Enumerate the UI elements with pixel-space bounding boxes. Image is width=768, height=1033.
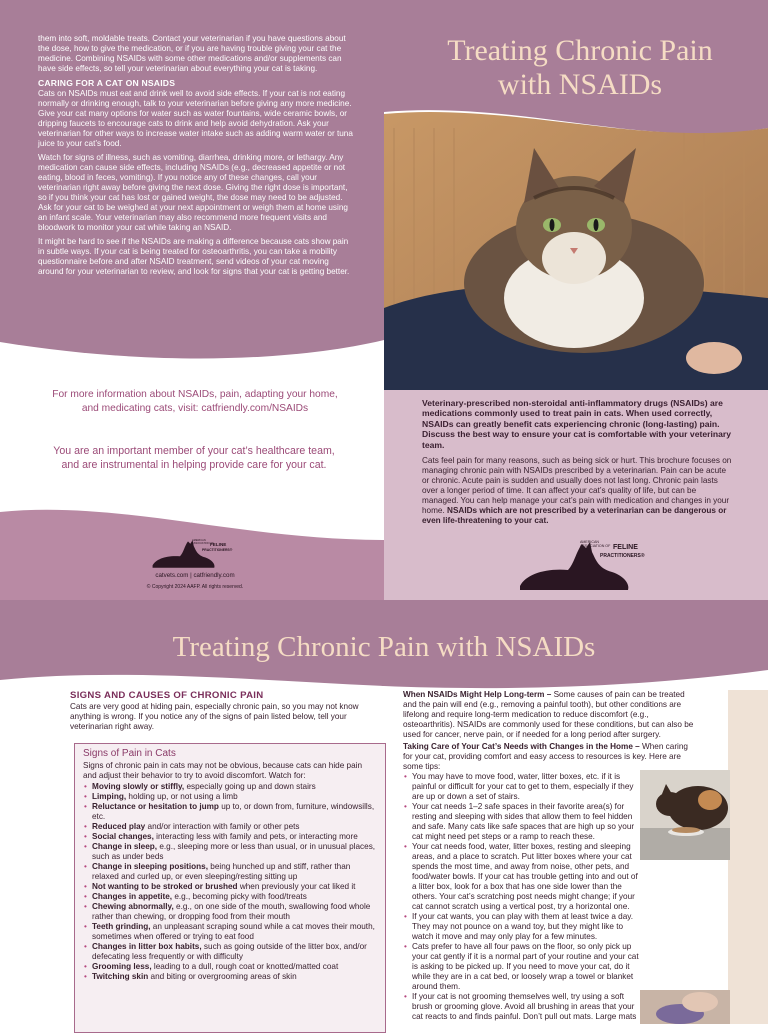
cover-body-text: Cats feel pain for many reasons, such as being sick or hurt. This brochure focuses on managing chronic pain with NSAIDs prescribed by a veterinarian. Pain can be acute or chronic. Acute pain is sudden and usually does not last long. Chronic pain lasts over a longer period of time. It can affect your cat’s quality of life, but can be managed. You can help manage your cat’s pain with medication and changes in your home. [422,456,732,516]
cover-lead: Veterinary-prescribed non-steroidal anti-inflammatory drugs (NSAIDs) are medications commonly used to treat pain in cats. When used correctly, NSAIDs can greatly benefit cats experiencing chronic (long-lasting) pain. Discuss the best way to ensure your cat is comfortable with your veterinary team. [422,398,731,450]
sign-item [83,922,377,942]
sign-item-bold: Changes in appetite, [92,892,173,901]
sign-item-text: and/or interaction with family or other pets [145,822,300,831]
signs-list [83,782,377,982]
back-logo [150,538,250,570]
top-left-text-column [38,34,356,281]
grooming-photo [640,990,730,1024]
sign-item-text: up to, or down from, furniture, windowsills, etc. [92,802,375,821]
sign-item-bold: Moving slowly or stiffly, [92,782,185,791]
sign-item-text: interacting less with family and pets, or interacting more [153,832,358,841]
tip-item: • If your cat is not grooming themselves well, try using a soft brush or grooming glove. Avoid all brushing in areas that your cat reacts to and finds painful. Don’t pull out mats. Large mats [403,992,639,1022]
sign-item-text: leading to a dull, rough coat or knotted/matted coat [151,962,339,971]
back-logo-small: AMERICAN ASSOCIATION OF [192,539,214,545]
cover-text-block [422,398,732,526]
tips-list [403,772,639,1022]
signs-intro: Cats are very good at hiding pain, especially chronic pain, so you may not know anything is wrong. If you notice any of the signs of pain listed below, tell your veterinarian right away. [70,702,359,731]
sign-item-bold: Limping, [92,792,127,801]
sign-item-text: e.g., becoming picky with food/treats [172,892,307,901]
sign-item-bold: Teeth grinding, [92,922,151,931]
copyright-text: © Copyright 2024 AAFP. All rights reserved. [146,584,244,590]
signs-box-intro: Signs of chronic pain in cats may not be obvious, because cats can hide pain and adjust their behavior to try to avoid discomfort. Watch for: [83,761,362,780]
sign-item [83,842,377,862]
long-term-heading: When NSAIDs Might Help Long-term – [403,690,552,699]
long-term-text: Some causes of pain can be treated and the pain will end (e.g., removing a painful tooth), but other conditions are lifelong and require long-term medication to reduce discomfort (e.g., osteoarthritis). NSAIDs are commonly used for these conditions, but can also be used for cancer, nerve pain, or if needed for a long period after surgery. [403,690,694,739]
home-heading: Taking Care of Your Cat’s Needs with Changes in the Home – [403,742,640,751]
sign-item [83,792,377,802]
cover-title [420,34,740,102]
sign-item-bold: Not wanting to be stroked or brushed [92,882,238,891]
websites-text: catvets.com | catfriendly.com [155,572,235,579]
signs-section [70,690,370,732]
sign-item-bold: Change in sleep, [92,842,158,851]
cover-logo-practitioners: PRACTITIONERS® [600,553,645,559]
right-column [403,690,699,773]
sign-item-bold: Changes in litter box habits, [92,942,202,951]
healthcare-team-text: You are an important member of your cat’s healthcare team, and are instrumental in helping provide care for your cat. [53,445,335,471]
sign-item-bold: Twitching skin [92,972,149,981]
more-info-text: For more information about NSAIDs, pain, adapting your home, and medicating cats, visit: catfriendly.com/NSAIDs [52,389,338,414]
cover-logo-small: AMERICAN ASSOCIATION OF [580,540,611,548]
caring-heading: CARING FOR A CAT ON NSAIDS [38,78,176,88]
home-paragraph [403,742,699,772]
sign-item-bold: Grooming less, [92,962,152,971]
caring-paragraph-2: Watch for signs of illness, such as vomiting, diarrhea, drinking more, or lethargy. Any medication can cause side effects, including NSAIDs (e.g., decreased appetite or not eating, blood in feces, vomiting). If you notice any of these changes, call your veterinarian right away before giving the next dose. Giving the right dose is important, so if you think your cat has lost or gained weight, the dose may need to be adjusted. Ask for your cat to be weighed at your next appointment or weigh them at home using an infant scale. Your veterinarian may also recommend more frequent visits and bloodwork to monitor your cat while taking an NSAID. [38,153,348,232]
cover-title-line-2: with NSAIDs [497,68,663,101]
sign-item-text: and biting or overgrooming areas of skin [148,972,297,981]
sign-item-text: an unpleasant scraping sound while a cat moves their mouth, sometimes when offered or trying to eat food [92,922,375,941]
back-logo-practitioners: PRACTITIONERS® [202,548,233,552]
cover-body-bold: NSAIDs which are not prescribed by a veterinarian can be dangerous or even life-threatening to your cat. [422,506,727,526]
intro-paragraph: them into soft, moldable treats. Contact your veterinarian if you have questions about the dose, how to give the medication, or if you are having trouble giving your cat the medicine. Combining NSAIDs with some other medications and/or supplements can have side effects, so tell your veterinarian about everything your cat is taking. [38,34,346,73]
sign-item [83,962,377,972]
cat-photo [384,108,768,390]
sign-item-text: when previously your cat liked it [237,882,356,891]
sign-item [83,822,377,832]
sign-item [83,802,377,822]
cover-title-line-1: Treating Chronic Pain [447,34,713,67]
sign-item-text: e.g., on one side of the mouth, swallowing food whole rather than chewing, or dropping food from their mouth [92,902,371,921]
cover-body [422,456,732,526]
sign-item-bold: Social changes, [92,832,154,841]
sign-item [83,782,377,792]
sign-item-text: being hunched up and stiff, rather than relaxed and curled up, or even sleeping/resting sitting up [92,862,351,881]
signs-box-heading: Signs of Pain in Cats [83,748,176,759]
cover-logo-feline: FELINE [613,544,638,551]
caring-paragraph-1: Cats on NSAIDs must eat and drink well to avoid side effects. If your cat is not eating normally or drinking enough, talk to your veterinarian before giving any more medicine. Give your cat many options for water such as water fountains, wide ceramic bowls, or dripping faucets to encourage cats to drink and help avoid dehydration. Ask your veterinarian for other ways to increase water intake such as adding warm water or tuna juice to your cat’s food. [38,89,353,148]
tip-item: • If your cat wants, you can play with them at least twice a day. They may not pounce on a wand toy, but they might like to watch it move and may only play for a few minutes. [403,912,639,942]
sign-item [83,892,377,902]
home-text: When caring for your cat, providing comfort and easy access to resources is key. Here are some tips: [403,742,688,771]
right-edge-strip [728,690,768,1024]
tip-item: • Your cat needs 1–2 safe spaces in their favorite area(s) for resting and sleeping with sides that allow them to feel hidden and safe. Many cats like safe spaces that are high up so your cat might need pet steps or a ramp to reach these. [403,802,639,842]
sign-item-bold: Change in sleeping positions, [92,862,209,871]
sign-item-bold: Reduced play [92,822,146,831]
long-term-paragraph [403,690,699,740]
sign-item-text: e.g., sleeping more or less than usual, or in unusual places, such as under beds [92,842,376,861]
sign-item [83,972,377,982]
sign-item-text: holding up, or not using a limb [126,792,238,801]
sign-item [83,832,377,842]
sign-item-text: especially going up and down stairs [184,782,316,791]
tip-item: • Your cat needs food, water, litter boxes, resting and sleeping areas, and a place to scratch. Put litter boxes where your cat spends the most time, and away from noise, other pets, and food/water bowls. If your cat has trouble getting into and out of a litter box, look for a box that has one side lower than the others. Your cat’s scratching post needs might change; if your cat cannot scratch using a vertical post, try a horizontal one. [403,842,639,912]
cover-logo [516,538,666,594]
sign-item-bold: Chewing abnormally, [92,902,174,911]
signs-heading: SIGNS AND CAUSES OF CHRONIC PAIN [70,690,264,701]
inner-title: Treating Chronic Pain with NSAIDs [172,631,596,663]
sign-item [83,882,377,892]
cat-eating-photo [640,770,730,860]
back-logo-feline: FELINE [210,542,227,547]
signs-box [74,743,386,1033]
sign-item [83,902,377,922]
tip-item: • Cats prefer to have all four paws on the floor, so only pick up your cat gently if it is a normal part of your routine and your cat is asking to be picked up. If you need to move your cat, do it while they are in a cat bed, or loosely wrap a towel or blanket around them. [403,942,639,992]
sign-item [83,862,377,882]
sign-item-text: such as going outside of the litter box, and/or defecating less frequently or with difficulty [92,942,367,961]
sign-item [83,942,377,962]
caring-paragraph-3: It might be hard to see if the NSAIDs are making a difference because cats show pain in subtle ways. If your cat is being treated for osteoarthritis, you can take a mobility questionnaire before and after NSAID treatment, send videos of your cat moving around for your veterinarian to review, and look for signs that your cat is getting better. [38,237,350,276]
sign-item-bold: Reluctance or hesitation to jump [92,802,219,811]
tip-item: • You may have to move food, water, litter boxes, etc. if it is painful or difficult for your cat to get to them, especially if they are up or down a set of stairs. [403,772,639,802]
